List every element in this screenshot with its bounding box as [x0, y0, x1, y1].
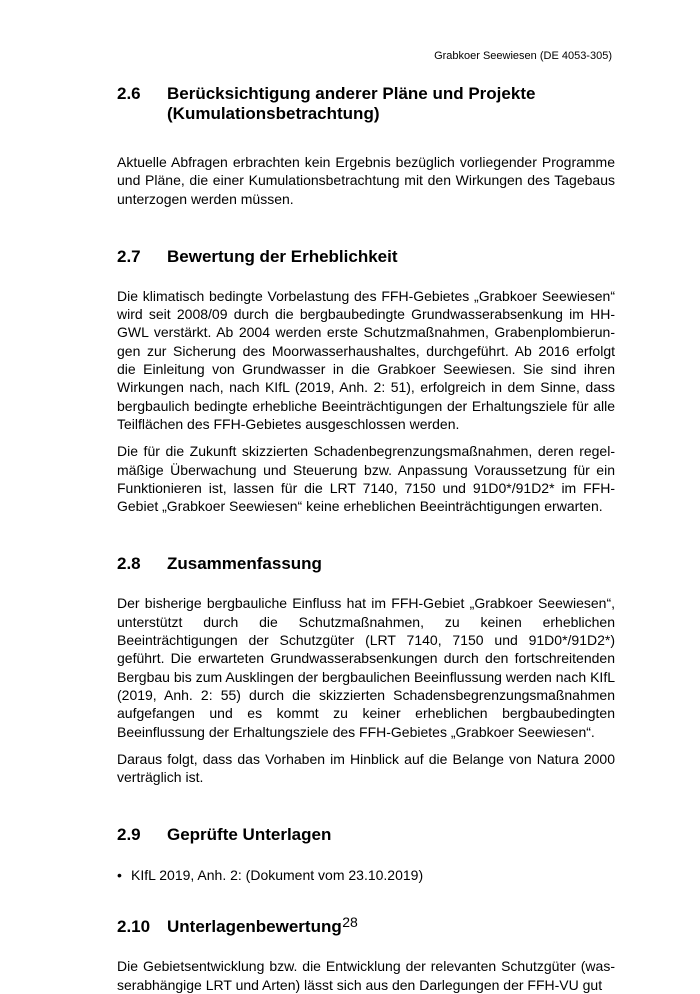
section-2-7	[117, 247, 615, 516]
section-number: 2.6	[117, 84, 141, 103]
section-2-9	[117, 825, 615, 884]
paragraph: Die für die Zukunft skizzierten Schadenbegrenzungsmaßnahmen, deren regelmäßige Überwachung und Steuerung bzw. Anpassung Voraussetzung für ein Funktionieren ist, lassen für die LRT 7140, 7150 und 91D0*/91D2* im FFH-Gebiet „Grabkoer Seewiesen“ keine erheblichen Beeinträchtigungen erwarten.	[117, 443, 615, 515]
paragraph: Die Gebietsentwicklung bzw. die Entwicklung der relevanten Schutzgüter (wasserabhängige LRT und Arten) lässt sich aus den Darlegungen der FFH-VU gut	[117, 958, 615, 993]
document-body	[117, 84, 615, 994]
paragraph: Die klimatisch bedingte Vorbelastung des FFH-Gebietes „Grabkoer Seewiesen“ wird seit 2008/09 durch die bergbaubedingte Grundwasserabsenkung im HH-GWL verstärkt. Ab 2004 werden erste Schutzmaßnahmen, Grabenplombierungen zur Sicherung des Moorwasserhaushaltes, durchgeführt. Ab 2016 erfolgt die Einleitung von Grundwasser in die Grabkoer Seewiesen. Sie sind ihren Wirkungen nach, nach KIfL (2019, Anh. 2: 51), erfolgreich in dem Sinne, dass bergbaulich bedingte erhebliche Beeinträchtigungen der Erhaltungsziele für alle Teilflächen des FFH-Gebietes ausgeschlossen werden.	[117, 287, 615, 432]
paragraph: Aktuelle Abfragen erbrachten kein Ergebnis bezüglich vorliegender Programme und Pläne, die einer Kumulationsbetrachtung mit den Wirkungen des Tagebaus unterzogen werden müssen.	[117, 154, 615, 207]
paragraph: Der bisherige bergbauliche Einfluss hat im FFH-Gebiet „Grabkoer Seewiesen“, unterstützt durch die Schutzmaßnahmen, zu keinen erheblichen Beeinträchtigungen der Schutzgüter (LRT 7140, 7150 und 91D0*/91D2*) geführt. Die erwarteten Grundwasserabsenkungen durch den fortschreitenden Bergbau bis zum Ausklingen der bergbaulichen Beeinflussung werden nach KIfL (2019, Anh. 2: 55) durch die skizzierten Schadensbegrenzungsmaßnahmen aufgefangen und es kommt zu keiner erheblichen bergbaubedingten Beeinflussung der Erhaltungsziele des FFH-Gebietes „Grabkoer Seewiesen“.	[117, 595, 615, 740]
bullet-icon: •	[117, 867, 122, 884]
section-number: 2.8	[117, 554, 141, 574]
section-2-8	[117, 554, 615, 786]
section-heading	[117, 247, 615, 267]
reviewed-documents-list	[117, 866, 615, 884]
section-2-6	[117, 84, 615, 208]
section-number: 2.7	[117, 246, 141, 266]
section-heading	[117, 84, 615, 124]
section-title: Zusammenfassung	[167, 554, 322, 574]
section-title: Geprüfte Unterlagen	[167, 825, 332, 845]
paragraph: Daraus folgt, dass das Vorhaben im Hinblick auf die Belange von Natura 2000 verträglich ist.	[117, 750, 615, 786]
list-item	[117, 866, 615, 884]
list-item-text: KIfL 2019, Anh. 2: (Dokument vom 23.10.2019)	[131, 867, 424, 884]
section-number: 2.10	[117, 917, 151, 937]
section-title: Berücksichtigung anderer Pläne und Projekte (Kumulationsbetrachtung)	[167, 84, 536, 123]
section-heading	[117, 825, 615, 845]
page-number: 28	[342, 914, 358, 930]
running-header: Grabkoer Seewiesen (DE 4053-305)	[434, 50, 612, 62]
section-title: Bewertung der Erheblichkeit	[167, 246, 398, 266]
section-title: Unterlagenbewertung	[167, 917, 342, 937]
section-heading	[117, 554, 615, 574]
section-number: 2.9	[117, 825, 141, 845]
